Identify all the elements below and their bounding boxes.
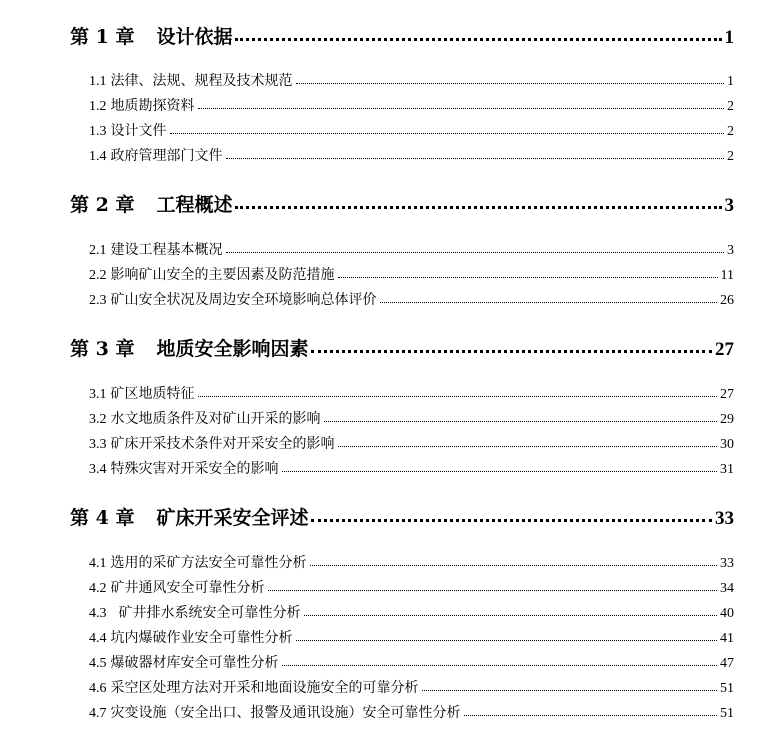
dot-leader <box>311 350 712 353</box>
section-page-number: 3 <box>727 243 734 258</box>
chapter-page-number: 27 <box>715 339 734 360</box>
dot-leader <box>338 277 718 278</box>
toc-section-4-4[interactable] <box>89 627 734 645</box>
dot-leader <box>198 108 725 109</box>
section-number: 2.1 <box>89 243 107 258</box>
chapter-number: 第 1 章 <box>70 26 135 48</box>
section-number: 4.4 <box>89 631 107 646</box>
toc-section-4-7[interactable] <box>89 702 734 720</box>
section-number: 3.3 <box>89 437 107 452</box>
toc-section-2-3[interactable] <box>89 289 734 307</box>
toc-section-1-1[interactable] <box>89 70 734 88</box>
section-number: 4.7 <box>89 706 107 721</box>
section-number: 1.4 <box>89 149 107 164</box>
section-title: 矿井排水系统安全可靠性分析 <box>118 605 301 621</box>
section-title: 矿山安全状况及周边安全环境影响总体评价 <box>110 292 377 308</box>
section-number: 3.1 <box>89 387 107 402</box>
section-page-number: 31 <box>720 462 734 477</box>
section-page-number: 11 <box>720 268 734 283</box>
section-title: 灾变设施（安全出口、报警及通讯设施）安全可靠性分析 <box>110 705 461 721</box>
chapter-page-number: 1 <box>724 27 734 48</box>
section-number: 3.2 <box>89 412 107 427</box>
toc-section-2-2[interactable] <box>89 264 734 282</box>
dot-leader <box>464 715 718 716</box>
section-number: 4.1 <box>89 556 107 571</box>
section-title: 地质勘探资料 <box>110 98 195 114</box>
section-number: 4.5 <box>89 656 107 671</box>
chapter-title: 地质安全影响因素 <box>156 338 309 360</box>
section-number: 3.4 <box>89 462 107 477</box>
chapter-number: 第 2 章 <box>70 194 135 216</box>
toc-section-4-2[interactable] <box>89 577 734 595</box>
section-page-number: 29 <box>720 412 734 427</box>
dot-leader <box>198 396 718 397</box>
dot-leader <box>235 38 721 41</box>
section-title: 水文地质条件及对矿山开采的影响 <box>110 411 321 427</box>
section-number: 1.3 <box>89 124 107 139</box>
toc-section-4-3[interactable] <box>89 602 734 620</box>
dot-leader <box>338 446 718 447</box>
dot-leader <box>226 158 725 159</box>
toc-chapter-1[interactable] <box>70 22 734 46</box>
dot-leader <box>380 302 718 303</box>
dot-leader <box>282 471 718 472</box>
dot-leader <box>226 252 725 253</box>
section-number: 1.2 <box>89 99 107 114</box>
section-title: 坑内爆破作业安全可靠性分析 <box>110 630 293 646</box>
dot-leader <box>296 83 725 84</box>
section-page-number: 27 <box>720 387 734 402</box>
section-page-number: 2 <box>727 124 734 139</box>
section-page-number: 2 <box>727 149 734 164</box>
dot-leader <box>310 565 718 566</box>
section-title: 建设工程基本概况 <box>110 242 223 258</box>
section-title: 政府管理部门文件 <box>110 148 223 164</box>
section-number: 4.6 <box>89 681 107 696</box>
dot-leader <box>296 640 718 641</box>
section-page-number: 1 <box>727 74 734 89</box>
chapter-number: 第 3 章 <box>70 338 135 360</box>
chapter-page-number: 3 <box>724 195 734 216</box>
section-title: 法律、法规、规程及技术规范 <box>110 73 293 89</box>
chapter-title: 工程概述 <box>156 194 233 216</box>
section-title: 设计文件 <box>110 123 167 139</box>
toc-section-3-4[interactable] <box>89 458 734 476</box>
dot-leader <box>311 519 712 522</box>
toc-section-2-1[interactable] <box>89 239 734 257</box>
section-title: 矿床开采技术条件对开采安全的影响 <box>110 436 335 452</box>
section-page-number: 40 <box>720 606 734 621</box>
section-title: 采空区处理方法对开采和地面设施安全的可靠分析 <box>110 680 419 696</box>
section-page-number: 2 <box>727 99 734 114</box>
section-page-number: 34 <box>720 581 734 596</box>
chapter-title: 矿床开采安全评述 <box>156 507 309 529</box>
toc-chapter-3[interactable] <box>70 334 734 358</box>
chapter-page-number: 33 <box>715 508 734 529</box>
section-title: 爆破器材库安全可靠性分析 <box>110 655 279 671</box>
dot-leader <box>170 133 725 134</box>
chapter-number: 第 4 章 <box>70 507 135 529</box>
toc-section-3-1[interactable] <box>89 383 734 401</box>
section-title: 特殊灾害对开采安全的影响 <box>110 461 279 477</box>
dot-leader <box>324 421 718 422</box>
section-page-number: 51 <box>720 706 734 721</box>
section-number: 1.1 <box>89 74 107 89</box>
dot-leader <box>235 206 721 209</box>
chapter-title: 设计依据 <box>156 26 233 48</box>
dot-leader <box>304 615 718 616</box>
section-title: 矿井通风安全可靠性分析 <box>110 580 265 596</box>
toc-section-1-2[interactable] <box>89 95 734 113</box>
toc-section-4-5[interactable] <box>89 652 734 670</box>
toc-section-3-2[interactable] <box>89 408 734 426</box>
section-number: 2.3 <box>89 293 107 308</box>
section-number: 2.2 <box>89 268 107 283</box>
section-page-number: 47 <box>720 656 734 671</box>
section-title: 选用的采矿方法安全可靠性分析 <box>110 555 307 571</box>
section-page-number: 33 <box>720 556 734 571</box>
toc-chapter-4[interactable] <box>70 503 734 527</box>
toc-section-1-4[interactable] <box>89 145 734 163</box>
dot-leader <box>422 690 718 691</box>
dot-leader <box>268 590 718 591</box>
section-page-number: 26 <box>720 293 734 308</box>
toc-section-3-3[interactable] <box>89 433 734 451</box>
toc-section-4-6[interactable] <box>89 677 734 695</box>
toc-section-4-1[interactable] <box>89 552 734 570</box>
section-title: 矿区地质特征 <box>110 386 195 402</box>
section-number: 4.3 <box>89 606 107 621</box>
toc-chapter-2[interactable] <box>70 190 734 214</box>
dot-leader <box>282 665 718 666</box>
section-title: 影响矿山安全的主要因素及防范措施 <box>110 267 335 283</box>
toc-section-1-3[interactable] <box>89 120 734 138</box>
section-page-number: 30 <box>720 437 734 452</box>
section-page-number: 41 <box>720 631 734 646</box>
section-number: 4.2 <box>89 581 107 596</box>
section-page-number: 51 <box>720 681 734 696</box>
